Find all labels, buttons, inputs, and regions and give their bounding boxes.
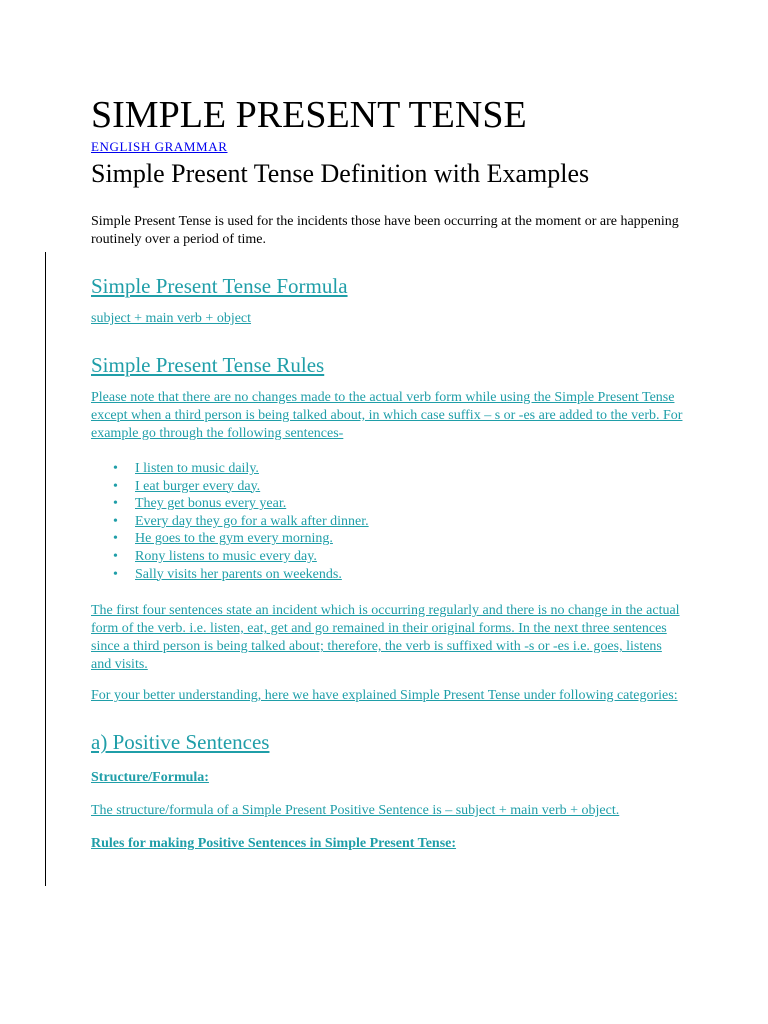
example-text: Every day they go for a walk after dinner. — [135, 513, 369, 529]
bullet-icon: • — [113, 478, 118, 494]
bullet-icon: • — [113, 566, 118, 582]
formula-text[interactable]: subject + main verb + object — [91, 311, 252, 326]
category-link[interactable]: ENGLISH GRAMMAR — [91, 139, 228, 154]
example-text: He goes to the gym every morning. — [135, 531, 333, 547]
list-item[interactable] — [113, 495, 691, 513]
list-item[interactable] — [113, 548, 691, 566]
categories-paragraph[interactable]: For your better understanding, here we have explained Simple Present Tense under following categories: — [91, 688, 678, 704]
bullet-icon: • — [113, 548, 118, 564]
example-text: Rony listens to music every day. — [135, 548, 317, 564]
example-text: They get bonus every year. — [135, 496, 287, 512]
intro-paragraph: Simple Present Tense is used for the incidents those have been occurring at the moment or are happening routinely over a period of time. — [91, 214, 679, 247]
explanation-paragraph[interactable]: The first four sentences state an incident which is occurring regularly and there is no change in the actual form of the verb. i.e. listen, eat, get and go remained in their original forms. In the next three sentences since a third person is being talked about; therefore, the verb is suffixed with -s or -es i.e. goes, listens and visits. — [91, 603, 680, 673]
structure-label[interactable]: Structure/Formula: — [91, 770, 209, 786]
page-title: SIMPLE PRESENT TENSE — [91, 94, 527, 136]
list-item[interactable] — [113, 460, 691, 478]
formula-heading[interactable]: Simple Present Tense Formula — [91, 274, 348, 298]
bullet-icon: • — [113, 513, 118, 529]
bullet-icon: • — [113, 531, 118, 547]
left-margin-rule — [45, 252, 46, 886]
example-text: Sally visits her parents on weekends. — [135, 566, 342, 582]
document-page — [91, 92, 691, 853]
rules-heading[interactable]: Simple Present Tense Rules — [91, 353, 325, 377]
example-text: I eat burger every day. — [135, 478, 261, 494]
list-item[interactable] — [113, 478, 691, 496]
page-subtitle: Simple Present Tense Definition with Examples — [91, 159, 590, 188]
list-item[interactable] — [113, 530, 691, 548]
positive-rules-label[interactable]: Rules for making Positive Sentences in Simple Present Tense: — [91, 836, 457, 852]
example-text: I listen to music daily. — [135, 461, 259, 476]
list-item[interactable] — [113, 513, 691, 531]
list-item[interactable] — [113, 566, 691, 584]
rules-paragraph[interactable]: Please note that there are no changes made to the actual verb form while using the Simple Present Tense except when a third person is being talked about, in which case suffix – s or -es are added to the verb. For example go through the following sentences- — [91, 390, 683, 441]
examples-list — [91, 460, 691, 583]
positive-sentences-heading[interactable]: a) Positive Sentences — [91, 730, 270, 755]
structure-text[interactable]: The structure/formula of a Simple Present Positive Sentence is – subject + main verb + object. — [91, 803, 620, 819]
bullet-icon: • — [113, 496, 118, 512]
bullet-icon: • — [113, 461, 118, 476]
